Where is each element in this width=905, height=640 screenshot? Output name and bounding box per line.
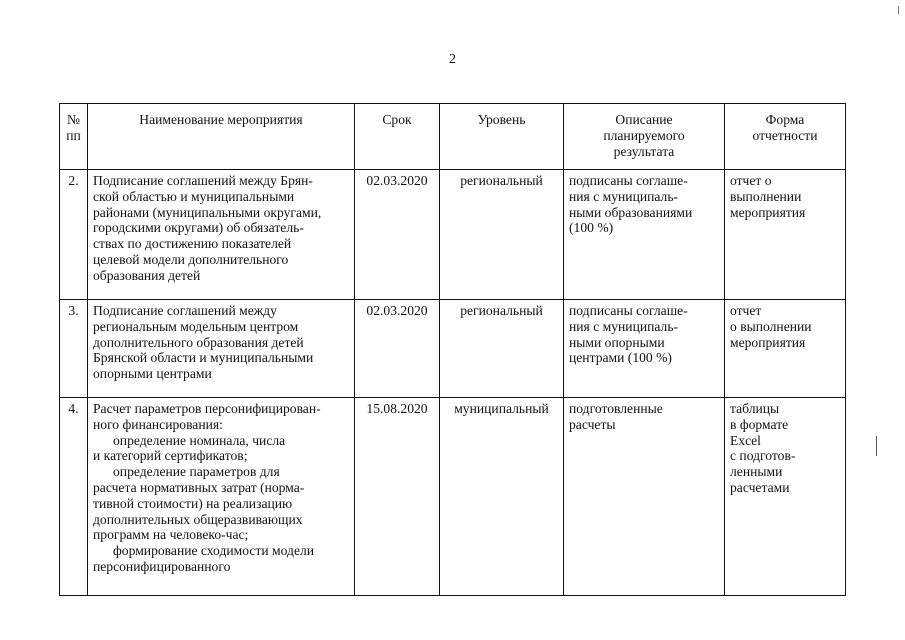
row-name-line: определение номинала, числа <box>113 432 286 448</box>
row-deadline: 02.03.2020 <box>355 300 440 398</box>
row-report <box>725 398 846 596</box>
header-report <box>725 104 846 170</box>
row-name-line: региональным модельным центром <box>93 318 299 334</box>
row-report-line: выполнении <box>730 188 802 204</box>
row-result-line: ными опорными <box>569 334 665 350</box>
row-report-line: ленными <box>730 464 783 480</box>
row-report <box>725 170 846 300</box>
row-name-line: целевой модели дополнительного <box>93 251 289 267</box>
header-report-line: Форма <box>765 112 805 127</box>
row-report-line: с подготов- <box>730 448 796 464</box>
row-level: региональный <box>440 170 564 300</box>
row-deadline: 15.08.2020 <box>355 398 440 596</box>
row-report-line: расчетами <box>730 479 790 495</box>
row-name-line: городскими округами) об обязатель- <box>93 220 304 236</box>
header-num-line: пп <box>66 127 81 143</box>
scan-mark <box>876 436 877 456</box>
row-name-line: определение параметров для <box>113 464 280 480</box>
row-number: 2. <box>60 170 88 300</box>
header-result <box>564 104 725 170</box>
header-result-line: планируемого <box>603 127 685 143</box>
header-report-line: отчетности <box>752 127 818 143</box>
header-num <box>60 104 88 170</box>
row-result <box>564 170 725 300</box>
row-name-line: образования детей <box>93 267 201 283</box>
row-name-line: персонифицированного <box>93 558 231 574</box>
row-report-line: отчет <box>730 303 762 318</box>
row-name-line: Брянской области и муниципальными <box>93 350 314 366</box>
row-result-line: центрами (100 %) <box>569 350 672 366</box>
row-name-line: Подписание соглашений между <box>93 303 277 318</box>
row-number: 4. <box>60 398 88 596</box>
header-deadline <box>355 104 440 170</box>
row-deadline: 02.03.2020 <box>355 170 440 300</box>
header-name <box>88 104 355 170</box>
row-report <box>725 300 846 398</box>
row-name-line: ской областью и муниципальными <box>93 188 295 204</box>
table-row <box>60 398 846 596</box>
header-level <box>440 104 564 170</box>
scan-mark <box>898 6 899 14</box>
table-row <box>60 170 846 300</box>
row-name <box>88 398 355 596</box>
page-number: 2 <box>449 52 456 67</box>
header-result-line: Описание <box>615 112 673 127</box>
row-name-line: ствах по достижению показателей <box>93 236 292 252</box>
row-report-line: мероприятия <box>730 204 806 220</box>
header-num-line: № <box>67 112 80 127</box>
row-name <box>88 300 355 398</box>
row-result-line: ными образованиями <box>569 204 693 220</box>
row-name-line: и категорий сертификатов; <box>93 448 248 464</box>
header-level-line: Уровень <box>477 112 526 127</box>
row-report-line: отчет о <box>730 173 772 188</box>
header-name-line: Наименование мероприятия <box>139 112 303 127</box>
header-result-line: результата <box>613 143 675 159</box>
header-deadline-line: Срок <box>382 112 412 127</box>
row-name-line: программ на человеко-час; <box>93 527 249 543</box>
row-name-line: расчета нормативных затрат (норма- <box>93 479 305 495</box>
row-level: региональный <box>440 300 564 398</box>
row-name-line: дополнительных общеразвивающих <box>93 511 303 527</box>
row-result-line: расчеты <box>569 416 616 432</box>
row-result <box>564 300 725 398</box>
row-result-line: подписаны соглаше- <box>569 303 688 318</box>
row-level: муниципальный <box>440 398 564 596</box>
table-row <box>60 300 846 398</box>
row-name <box>88 170 355 300</box>
events-table <box>59 103 846 596</box>
row-result-line: ния с муниципаль- <box>569 188 679 204</box>
row-name-line: тивной стоимости) на реализацию <box>93 495 293 511</box>
row-result-line: подписаны соглаше- <box>569 173 688 188</box>
row-name-line: опорными центрами <box>93 366 212 382</box>
row-name-line: ного финансирования: <box>93 416 223 432</box>
row-report-line: таблицы <box>730 401 780 416</box>
row-report-line: в формате <box>730 416 789 432</box>
row-report-line: Excel <box>730 432 761 448</box>
row-result-line: (100 %) <box>569 220 614 236</box>
row-report-line: о выполнении <box>730 318 812 334</box>
row-result <box>564 398 725 596</box>
row-result-line: подготовленные <box>569 401 663 416</box>
row-name-line: формирование сходимости модели <box>113 543 315 559</box>
row-name-line: дополнительного образования детей <box>93 334 304 350</box>
row-result-line: ния с муниципаль- <box>569 318 679 334</box>
row-number: 3. <box>60 300 88 398</box>
row-name-line: Подписание соглашений между Брян- <box>93 173 313 188</box>
row-report-line: мероприятия <box>730 334 806 350</box>
row-name-line: районами (муниципальными округами, <box>93 204 322 220</box>
row-name-line: Расчет параметров персонифицирован- <box>93 401 321 416</box>
table-header-row <box>60 104 846 170</box>
